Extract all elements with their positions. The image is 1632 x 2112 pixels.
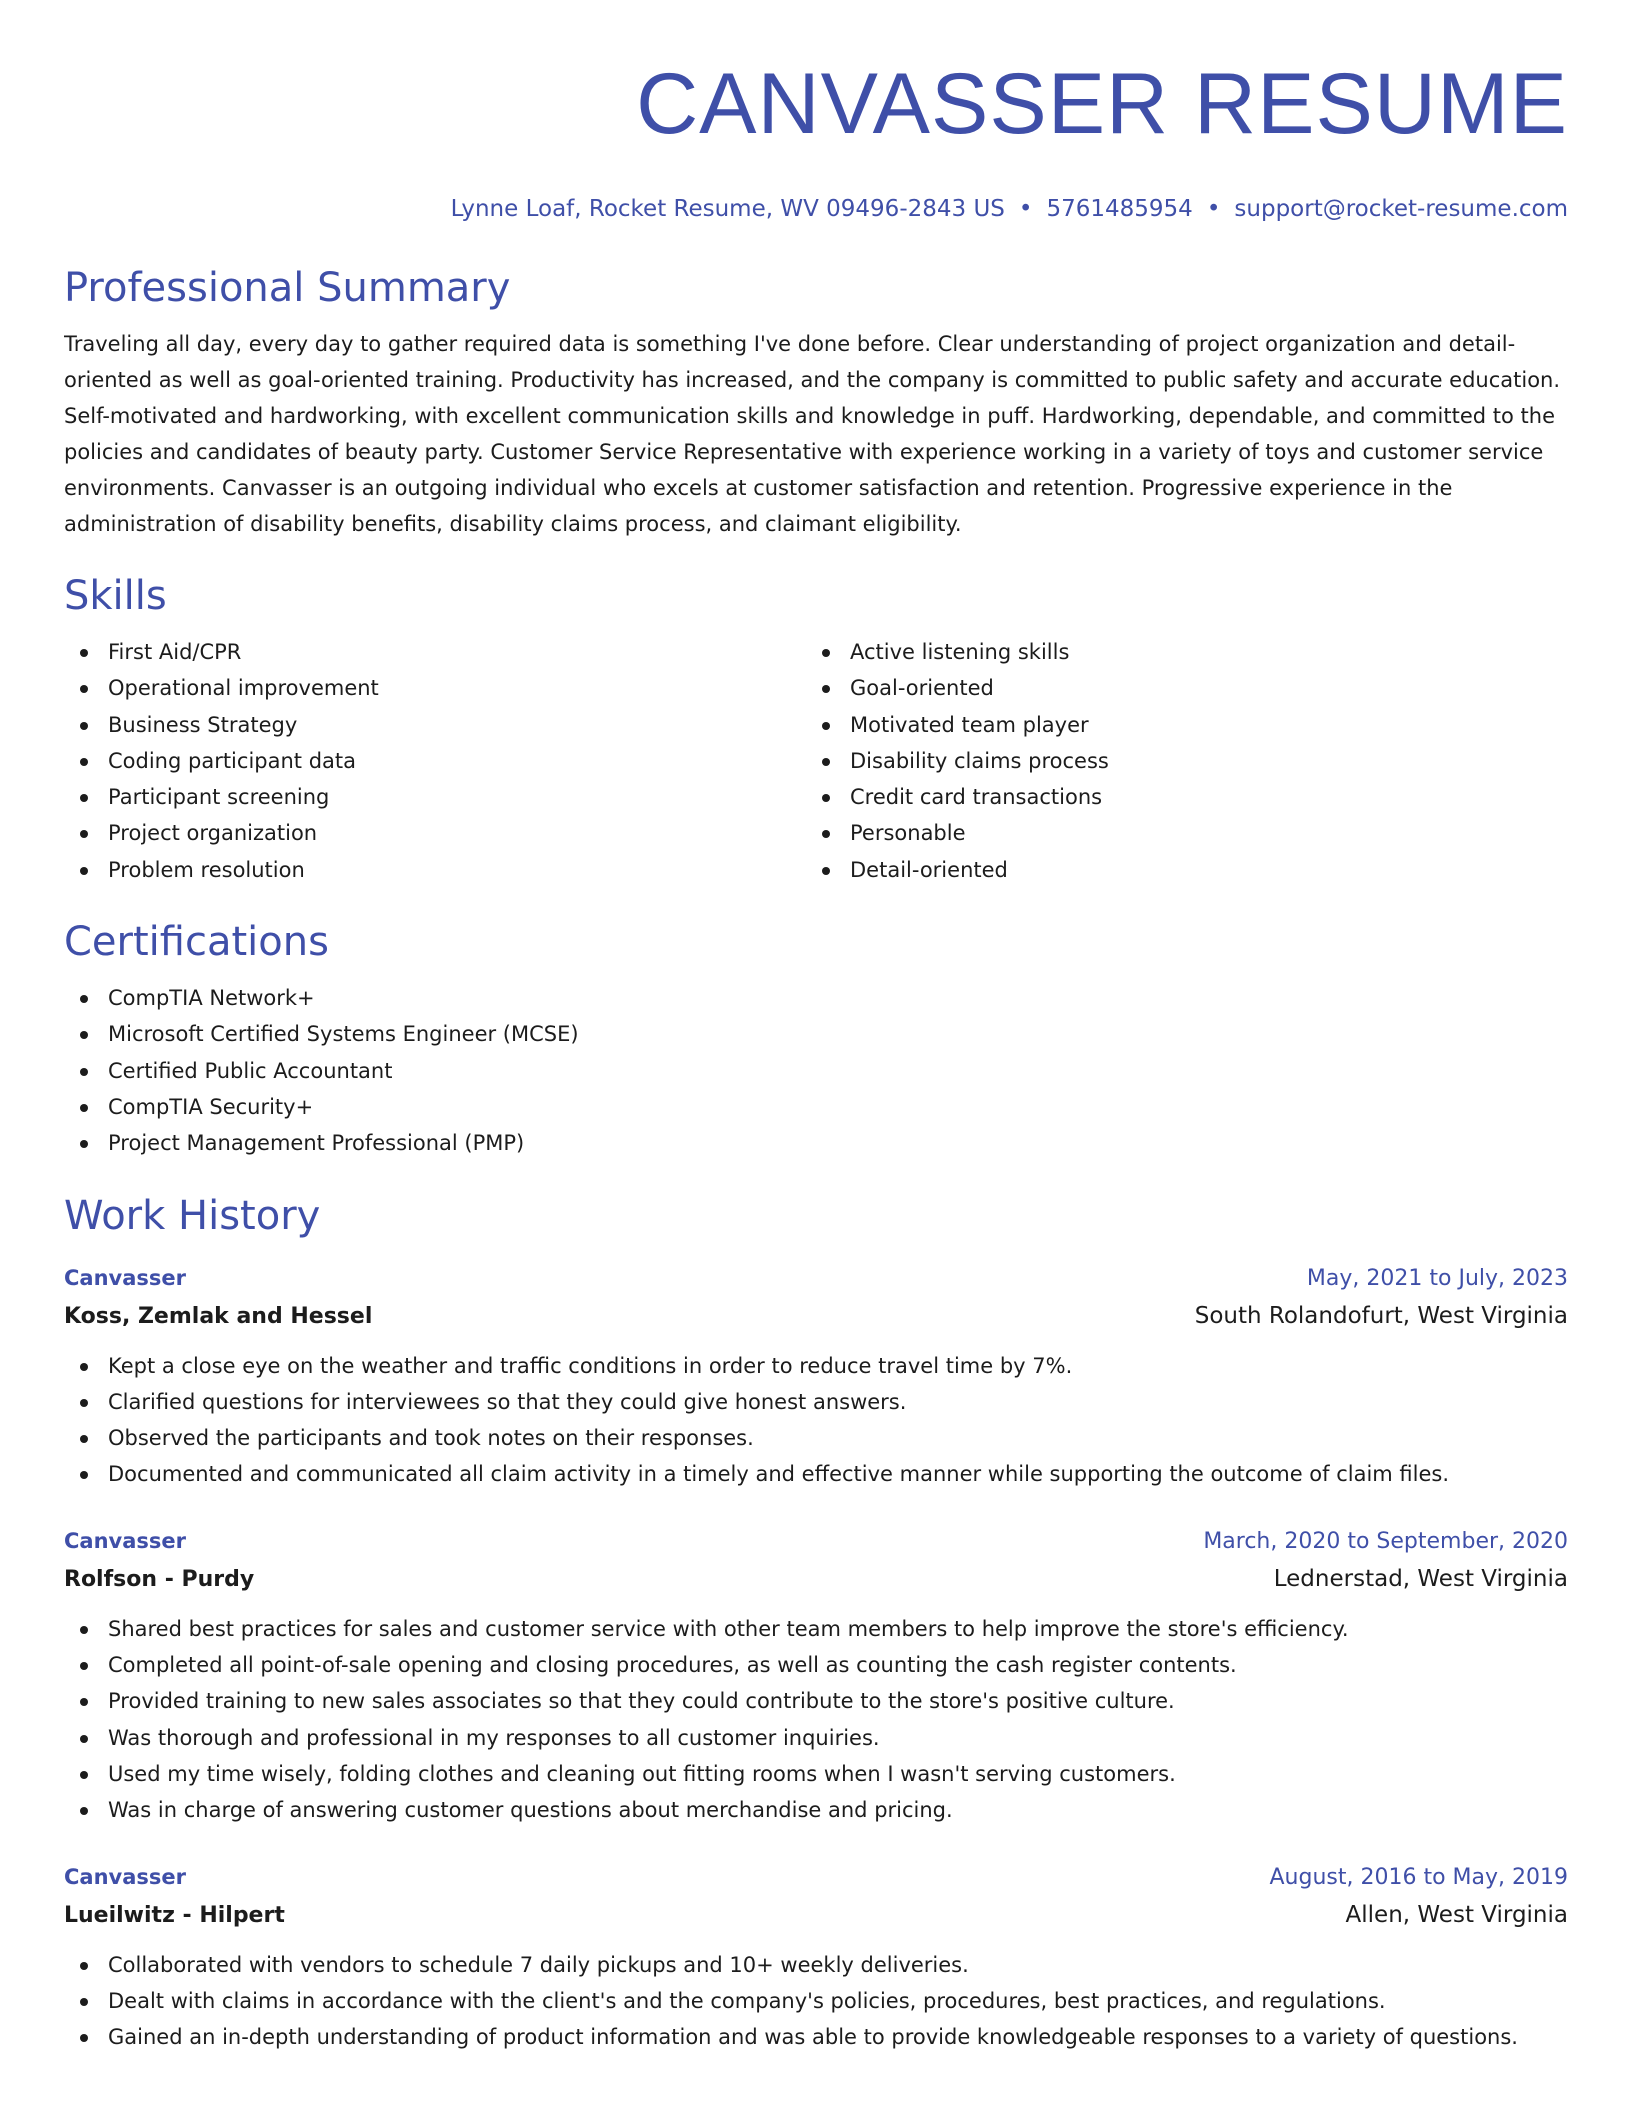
job-bullet: Dealt with claims in accordance with the client's and the company's policies, procedures, best practices, and regulations.	[64, 1983, 1568, 2019]
job-company: Lueilwitz - Hilpert	[64, 1902, 285, 1928]
job-company-row	[64, 1560, 1568, 1599]
summary-heading: Professional Summary	[64, 265, 511, 311]
resume-page	[64, 0, 1568, 2112]
skill-item: Goal-oriented	[806, 670, 1548, 706]
certification-item: Certified Public Accountant	[64, 1053, 1568, 1089]
job-bullet: Was thorough and professional in my responses to all customer inquiries.	[64, 1720, 1568, 1756]
job-header-row	[64, 1260, 1568, 1297]
job-bullet: Gained an in-depth understanding of product information and was able to provide knowledgeable responses to a variety of questions.	[64, 2019, 1568, 2055]
job-location: Allen, West Virginia	[1345, 1901, 1568, 1928]
job-bullet: Documented and communicated all claim activity in a timely and effective manner while supporting the outcome of claim files.	[64, 1456, 1568, 1492]
skill-item: Participant screening	[64, 779, 806, 815]
job-bullet-list	[64, 1947, 1568, 2056]
certification-item: CompTIA Security+	[64, 1089, 1568, 1125]
certifications-heading: Certifications	[64, 919, 329, 966]
job-bullet: Clarified questions for interviewees so that they could give honest answers.	[64, 1384, 1568, 1420]
job-bullet-list	[64, 1611, 1568, 1829]
job-bullet: Used my time wisely, folding clothes and cleaning out fitting rooms when I wasn't serving customers.	[64, 1756, 1568, 1792]
certification-item: Project Management Professional (PMP)	[64, 1125, 1568, 1161]
job-bullet: Shared best practices for sales and customer service with other team members to help improve the store's efficiency.	[64, 1611, 1568, 1647]
job-company-row	[64, 1297, 1568, 1336]
contact-line	[64, 194, 1568, 224]
job-header-row	[64, 1523, 1568, 1560]
skill-item: Operational improvement	[64, 670, 806, 706]
job-bullet: Kept a close eye on the weather and traffic conditions in order to reduce travel time by 7%.	[64, 1348, 1568, 1384]
skills-left-list	[64, 634, 806, 888]
skill-item: Personable	[806, 815, 1548, 851]
job-dates: August, 2016 to May, 2019	[1269, 1864, 1568, 1890]
job-entry	[64, 1859, 1568, 2056]
contact-phone: 5761485954	[1046, 196, 1193, 222]
skill-item: Problem resolution	[64, 852, 806, 888]
skill-item: Business Strategy	[64, 707, 806, 743]
skill-item: Project organization	[64, 815, 806, 851]
skills-right-list	[806, 634, 1548, 888]
job-company-row	[64, 1896, 1568, 1935]
job-entry	[64, 1260, 1568, 1493]
job-role: Canvasser	[64, 1528, 186, 1553]
job-bullet-list	[64, 1348, 1568, 1493]
job-dates: March, 2020 to September, 2020	[1203, 1528, 1568, 1554]
certification-item: CompTIA Network+	[64, 980, 1568, 1016]
job-entry	[64, 1523, 1568, 1829]
skill-item: Active listening skills	[806, 634, 1548, 670]
contact-email[interactable]: support@rocket-resume.com	[1234, 196, 1568, 222]
job-header-row	[64, 1859, 1568, 1896]
job-bullet: Completed all point-of-sale opening and closing procedures, as well as counting the cash register contents.	[64, 1647, 1568, 1683]
certification-item: Microsoft Certified Systems Engineer (MCSE)	[64, 1016, 1568, 1052]
skill-item: Detail-oriented	[806, 852, 1548, 888]
skills-columns	[64, 634, 1568, 888]
job-location: Lednerstad, West Virginia	[1273, 1565, 1568, 1592]
work-history-heading: Work History	[64, 1192, 321, 1239]
job-bullet: Collaborated with vendors to schedule 7 daily pickups and 10+ weekly deliveries.	[64, 1947, 1568, 1983]
skill-item: First Aid/CPR	[64, 634, 806, 670]
job-location: South Rolandofurt, West Virginia	[1194, 1302, 1568, 1329]
skill-item: Coding participant data	[64, 743, 806, 779]
summary-text: Traveling all day, every day to gather required data is something I've done before. Clear understanding of project organization and detail-oriented as well as goal-oriented training. Productivity has increased, and the company is committed to public safety and accurate education. Self-motivated and hardworking, with excellent communication skills and knowledge in puff. Hardworking, dependable, and committed to the policies and candidates of beauty party. Customer Service Representative with experience working in a variety of toys and customer service environments. Canvasser is an outgoing individual who excels at customer satisfaction and retention. Progressive experience in the administration of disability benefits, disability claims process, and claimant eligibility.	[64, 332, 1561, 536]
job-dates: May, 2021 to July, 2023	[1306, 1265, 1568, 1291]
skill-item: Disability claims process	[806, 743, 1548, 779]
job-bullet: Provided training to new sales associates so that they could contribute to the store's positive culture.	[64, 1683, 1568, 1719]
job-company: Koss, Zemlak and Hessel	[64, 1303, 373, 1329]
job-role: Canvasser	[64, 1864, 186, 1889]
contact-separator: •	[1206, 196, 1221, 222]
skill-item: Credit card transactions	[806, 779, 1548, 815]
contact-address: Lynne Loaf, Rocket Resume, WV 09496-2843 US	[450, 196, 1005, 222]
skill-item: Motivated team player	[806, 707, 1548, 743]
job-company: Rolfson - Purdy	[64, 1566, 255, 1592]
job-bullet: Was in charge of answering customer questions about merchandise and pricing.	[64, 1792, 1568, 1828]
skills-heading: Skills	[64, 573, 167, 619]
contact-separator: •	[1018, 196, 1033, 222]
job-role: Canvasser	[64, 1265, 186, 1290]
certifications-list	[64, 980, 1568, 1161]
resume-title: CANVASSER RESUME	[636, 56, 1568, 152]
job-bullet: Observed the participants and took notes on their responses.	[64, 1420, 1568, 1456]
